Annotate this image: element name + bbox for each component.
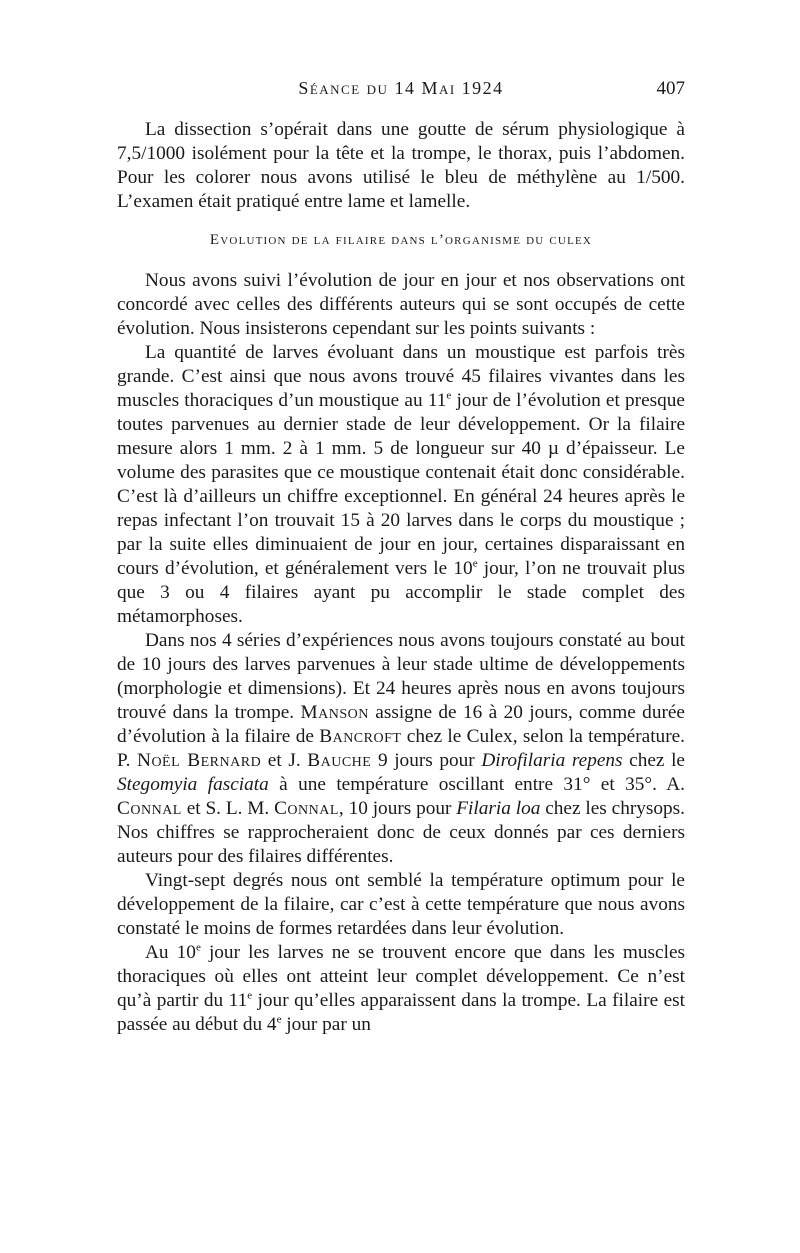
page-header: [117, 78, 685, 102]
paragraph-evolution: Nous avons suivi l’évolution de jour en jour et nos observations ont concordé avec celles des différents auteurs qui se sont occupés de cette évolution. Nous insisterons cependant sur les points suivants :: [117, 270, 685, 339]
paragraph-experiments: Dans nos 4 séries d’expériences nous avons toujours constaté au bout de 10 jours des larves parvenues à leur stade ultime de développements (morphologie et dimensions). Et 24 heures après nous en avons toujours trouvé dans la trompe. Manson assigne de 16 à 20 jours, comme durée d’évolution à la filaire de Bancroft chez le Culex, selon la température. P. Noël Bernard et J. Bauche 9 jours pour Dirofilaria repens chez le Stegomyia fasciata à une température oscillant entre 31° et 35°. A. Connal et S. L. M. Connal, 10 jours pour Filaria loa chez les chrysops. Nos chiffres se rapprocheraient donc de ceux donnés par ces derniers auteurs pour des filaires différentes.: [117, 630, 685, 867]
page-number: 407: [656, 78, 685, 99]
running-title: Séance du 14 Mai 1924: [298, 78, 504, 98]
section-heading: Evolution de la filaire dans l’organisme du culex: [209, 232, 593, 248]
paragraph-temperature: Vingt-sept degrés nous ont semblé la température optimum pour le développement de la filaire, car c’est à cette température que nous avons constaté le moins de formes retardées dans leur évolution.: [117, 870, 685, 939]
body-text: [117, 118, 685, 1037]
paragraph-larvae-quantity: La quantité de larves évoluant dans un moustique est parfois très grande. C’est ainsi que nous avons trouvé 45 filaires vivantes dans les muscles thoraciques d’un moustique au 11e jour de l’évolution et presque toutes parvenues au dernier stade de leur développement. Or la filaire mesure alors 1 mm. 2 à 1 mm. 5 de longueur sur 40 µ d’épaisseur. Le volume des parasites que ce moustique contenait était donc considérable. C’est là d’ailleurs un chiffre exceptionnel. En général 24 heures après le repas infectant l’on trouvait 15 à 20 larves dans le corps du moustique ; par la suite elles diminuaient de jour en jour, certaines disparaissant en cours d’évolution, et généralement vers le 10e jour, l’on ne trouvait plus que 3 ou 4 filaires ayant pu accomplir le stade complet des métamorphoses.: [117, 342, 685, 627]
paragraph-day-ten: Au 10e jour les larves ne se trouvent encore que dans les muscles thoraciques où elles ont atteint leur complet développement. Ce n’est qu’à partir du 11e jour qu’elles apparaissent dans la trompe. La filaire est passée au début du 4e jour par un: [117, 941, 686, 1035]
paragraph-dissection: La dissection s’opérait dans une goutte de sérum physiologique à 7,5/1000 isolément pour la tête et la trompe, le thorax, puis l’abdomen. Pour les colorer nous avons utilisé le bleu de méthylène au 1/500. L’examen était pratiqué entre lame et lamelle.: [117, 119, 685, 212]
